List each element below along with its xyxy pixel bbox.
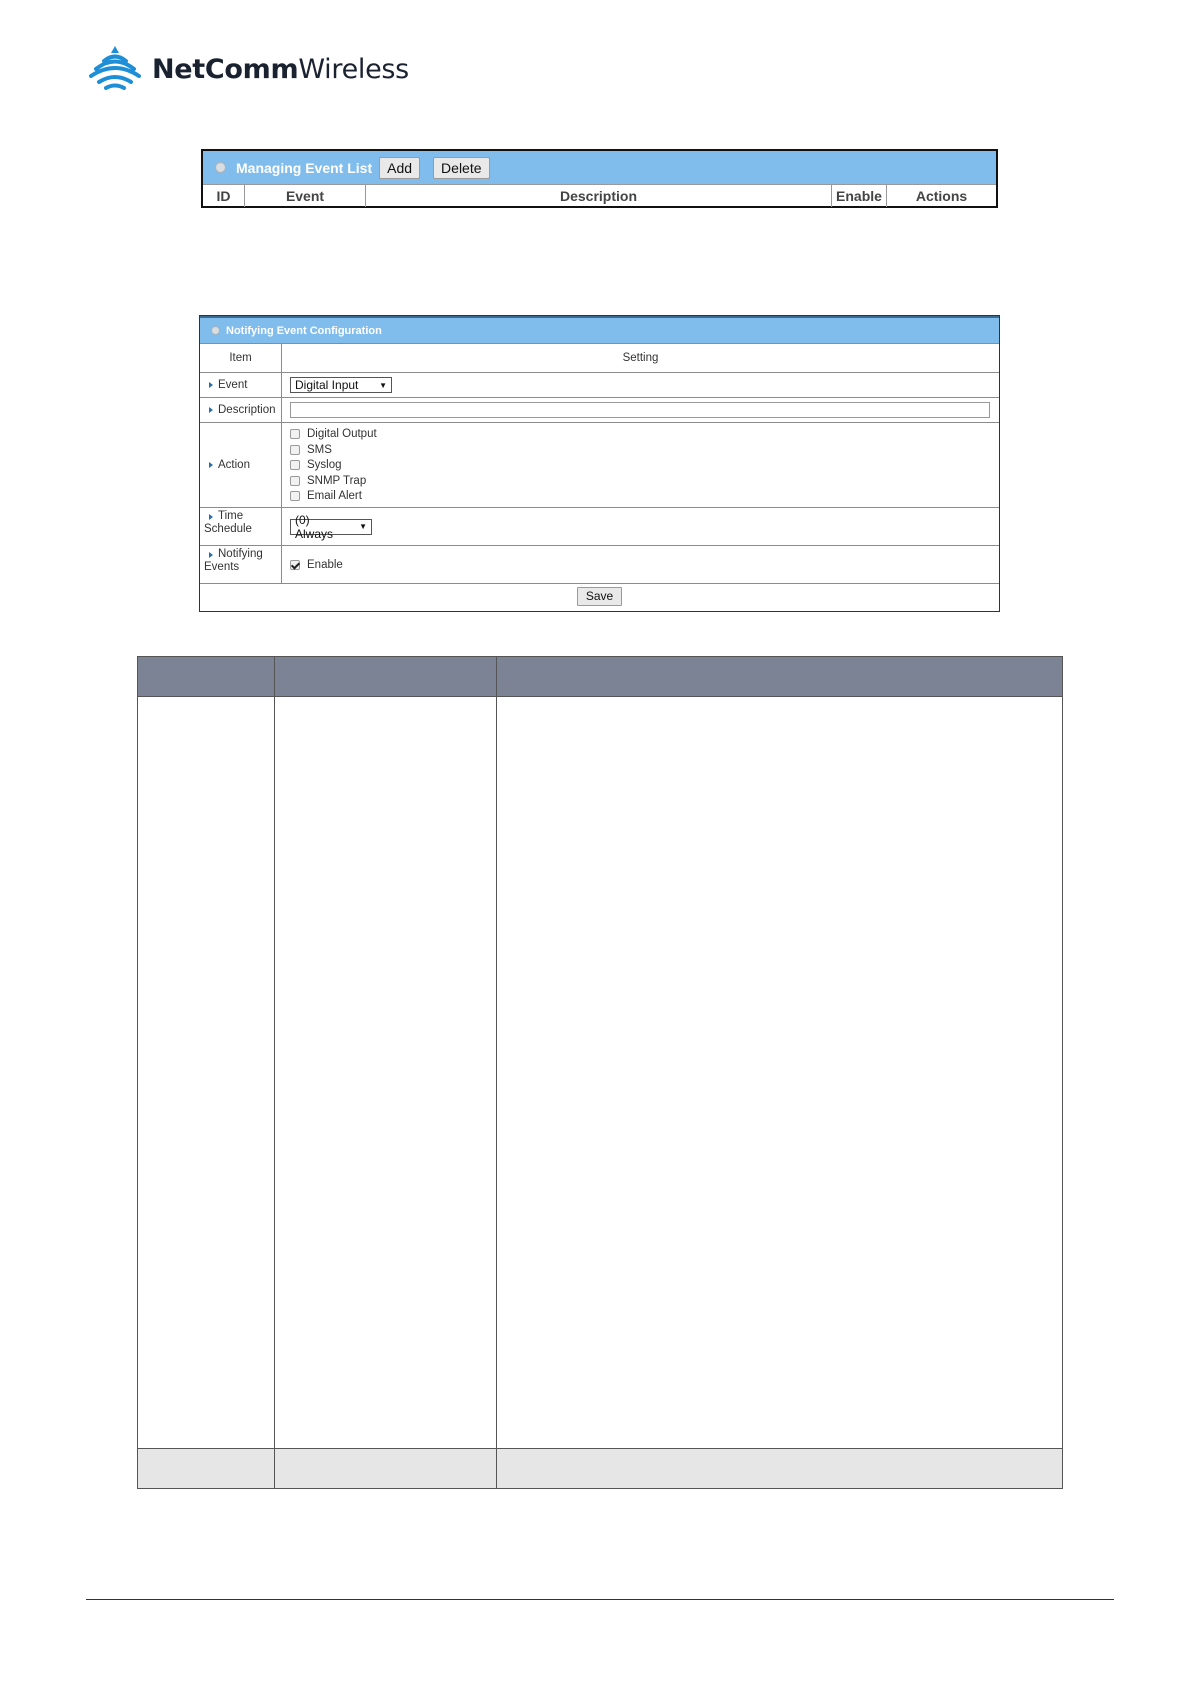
brand-name: NetCommWireless [152,53,409,85]
delete-button[interactable]: Delete [433,157,489,179]
event-label-cell [200,373,282,397]
action-option-label: SNMP Trap [307,474,367,487]
save-row [200,583,999,609]
description-input[interactable] [290,402,990,418]
checkbox[interactable] [290,476,300,486]
enable-label: Enable [307,558,343,571]
checkbox[interactable] [290,429,300,439]
config-column-headers [200,343,999,372]
wireless-signal-icon [88,44,142,94]
time-schedule-select[interactable] [290,512,372,541]
time-schedule-label-cell [200,508,282,545]
event-row [200,372,999,397]
event-setting-cell [282,373,999,397]
notifying-events-label-line2: Events [204,561,240,573]
action-option-sms[interactable] [290,442,332,458]
column-setting: Setting [622,352,659,364]
footer-rule [86,1599,1114,1600]
arrow-right-icon [209,382,213,388]
event-select[interactable] [290,377,392,393]
column-description[interactable]: Description [366,185,832,207]
managing-event-list-header [203,151,996,184]
action-setting-cell [282,423,999,507]
column-item: Item [200,344,282,372]
netcomm-logo [88,44,409,94]
action-option-label: Digital Output [307,428,377,440]
notifying-event-configuration-title: Notifying Event Configuration [226,324,382,337]
time-schedule-setting-cell [282,508,999,545]
dropdown-caret-icon: ▼ [379,380,387,390]
action-label-cell [200,423,282,507]
column-event[interactable]: Event [245,185,366,207]
table-header-row [138,657,1062,697]
action-option-label: Email Alert [307,490,362,502]
action-option-syslog[interactable] [290,457,342,473]
checkbox[interactable] [290,491,300,501]
column-enable[interactable]: Enable [832,185,887,207]
event-select-value: Digital Input [295,378,359,392]
save-button[interactable]: Save [577,587,622,606]
notifying-events-label-line1: Notifying [218,548,263,560]
managing-event-list-title: Managing Event List [236,159,373,176]
checkbox[interactable] [290,445,300,455]
arrow-right-icon [209,552,213,558]
arrow-right-icon [209,407,213,413]
description-row [200,397,999,422]
bullet-icon [215,162,226,173]
column-divider [496,657,497,1488]
notifying-events-label-cell [200,546,282,583]
time-schedule-select-value: (0) Always [295,512,334,541]
action-row [200,422,999,507]
action-option-label: SMS [307,443,332,456]
column-actions[interactable]: Actions [915,188,968,204]
time-schedule-label-line2: Schedule [204,523,252,535]
action-option-label: Syslog [307,459,342,471]
event-label: Event [218,379,248,391]
action-option-email-alert[interactable] [290,488,362,504]
description-label: Description [218,404,276,416]
notifying-events-row [200,545,999,583]
enable-checkbox[interactable] [290,560,300,570]
notifying-event-configuration-panel [199,315,1000,612]
action-label: Action [218,459,250,471]
column-id[interactable]: ID [203,185,245,207]
managing-event-list-panel [201,149,998,208]
parameter-description-table [137,656,1063,1489]
table-footer-row [138,1448,1062,1488]
time-schedule-row [200,507,999,545]
column-divider [274,657,275,1488]
add-button[interactable]: Add [379,157,420,179]
description-setting-cell [282,398,999,422]
checkbox[interactable] [290,460,300,470]
arrow-right-icon [209,514,213,520]
event-list-column-headers [203,184,996,207]
bullet-icon [211,326,220,335]
arrow-right-icon [209,462,213,468]
dropdown-caret-icon: ▼ [359,522,367,531]
action-option-digital-output[interactable] [290,426,377,442]
notifying-event-configuration-header [200,316,999,343]
notifying-events-setting-cell [282,546,999,583]
action-option-snmp-trap[interactable] [290,473,366,489]
description-label-cell [200,398,282,422]
time-schedule-label-line1: Time [218,510,244,522]
